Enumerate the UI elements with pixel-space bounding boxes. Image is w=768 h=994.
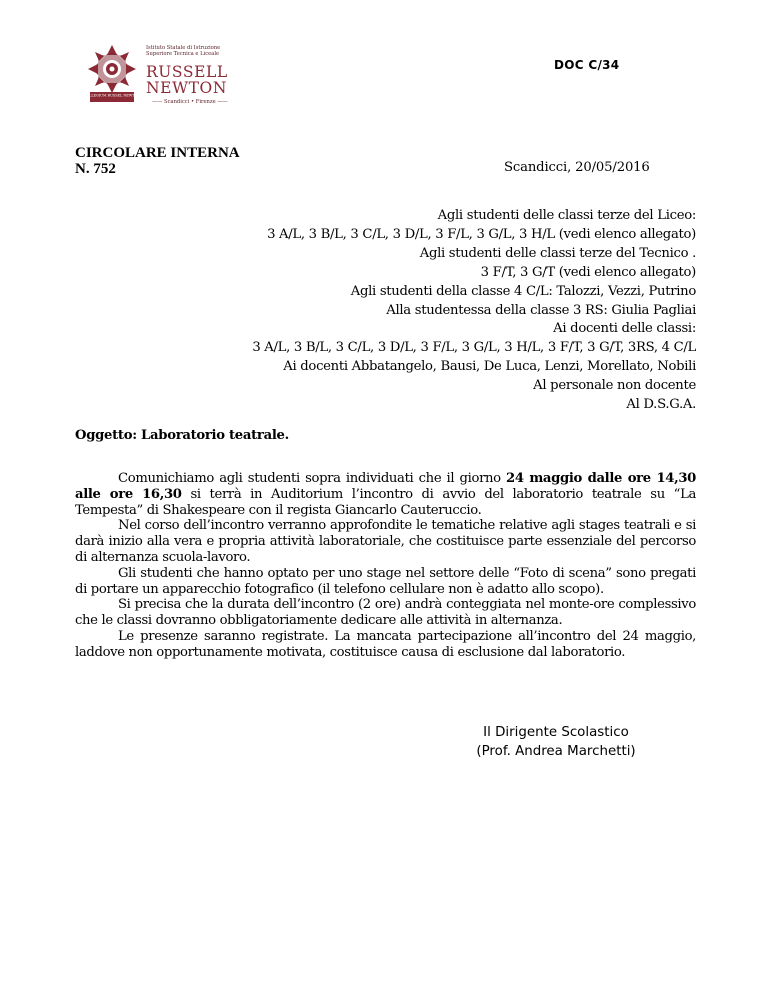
recipient-line: Al D.S.G.A. bbox=[626, 397, 696, 413]
circular-number: N. 752 bbox=[75, 161, 116, 177]
logo-line-2: Superiore Tecnica e Liceale bbox=[146, 51, 220, 57]
recipient-line: Ai docenti Abbatangelo, Bausi, De Luca, Lenzi, Morellato, Nobili bbox=[283, 359, 696, 375]
recipient-line: Agli studenti delle classi terze del Tecnico . bbox=[419, 245, 696, 261]
signature-name: (Prof. Andrea Marchetti) bbox=[476, 743, 636, 759]
body-text bbox=[75, 471, 696, 661]
recipient-line: Agli studenti della classe 4 C/L: Talozzi, Vezzi, Putrino bbox=[350, 283, 696, 299]
paragraph-2: Nel corso dell’incontro verranno approfondite le tematiche relative agli stages teatrali e si darà inizio alla vera e propria attività laboratoriale, che costituisce parte essenziale del percorso di alternanza scuola-lavoro. bbox=[75, 518, 696, 565]
recipients-block bbox=[96, 207, 696, 415]
logo-name-2: NEWTON bbox=[146, 79, 228, 97]
place-date: Scandicci, 20/05/2016 bbox=[504, 160, 650, 175]
logo-place: —— Scandicci • Firenze —— bbox=[152, 99, 228, 105]
recipient-line: Al personale non docente bbox=[533, 378, 696, 394]
event-time: 24 maggio dalle ore 14,30 alle ore 16,30 bbox=[75, 471, 696, 502]
paragraph-5: Le presenze saranno registrate. La mancata partecipazione all’incontro del 24 maggio, laddove non opportunamente motivata, costituisce causa di esclusione dal laboratorio. bbox=[75, 628, 696, 660]
paragraph-1: Comunichiamo agli studenti sopra individuati che il giorno 24 maggio dalle ore 14,30 alle ore 16,30 si terrà in Auditorium l’incontro di avvio del laboratorio teatrale su “La Tempesta” di Shakespeare con il regista Giancarlo Cauteruccio. bbox=[75, 471, 696, 518]
school-logo bbox=[80, 42, 260, 108]
signature-role: Il Dirigente Scolastico bbox=[483, 725, 629, 740]
recipient-line: Alla studentessa della classe 3 RS: Giulia Pagliai bbox=[386, 302, 696, 318]
recipient-line: 3 A/L, 3 B/L, 3 C/L, 3 D/L, 3 F/L, 3 G/L, 3 H/L, 3 F/T, 3 G/T, 3RS, 4 C/L bbox=[252, 340, 696, 356]
doc-code: DOC C/34 bbox=[554, 58, 620, 72]
recipient-line: 3 F/T, 3 G/T (vedi elenco allegato) bbox=[480, 264, 696, 280]
logo-line-1: Istituto Statale di Istruzione bbox=[146, 45, 221, 51]
paragraph-4: Si precisa che la durata dell’incontro (2 ore) andrà conteggiata nel monte-ore complessivo che le classi dovranno obbligatoriamente dedicare alle attività in alternanza. bbox=[75, 597, 696, 629]
recipient-line: 3 A/L, 3 B/L, 3 C/L, 3 D/L, 3 F/L, 3 G/L, 3 H/L (vedi elenco allegato) bbox=[267, 226, 696, 242]
svg-text:COLLEGIUM RUSSEL NEWTON: COLLEGIUM RUSSEL NEWTON bbox=[83, 93, 141, 98]
logo-name-1: RUSSELL bbox=[146, 63, 228, 81]
subject-line: Oggetto: Laboratorio teatrale. bbox=[75, 428, 289, 443]
circular-title: CIRCOLARE INTERNA bbox=[75, 145, 240, 161]
signature-block bbox=[466, 724, 646, 761]
recipient-line: Agli studenti delle classi terze del Liceo: bbox=[437, 208, 696, 223]
recipient-line: Ai docenti delle classi: bbox=[553, 321, 696, 337]
paragraph-3: Gli studenti che hanno optato per uno stage nel settore delle “Foto di scena” sono pregati di portare un apparecchio fotografico (il telefono cellulare non è adatto allo scopo). bbox=[75, 565, 696, 597]
rosette-emblem-icon bbox=[80, 42, 144, 108]
